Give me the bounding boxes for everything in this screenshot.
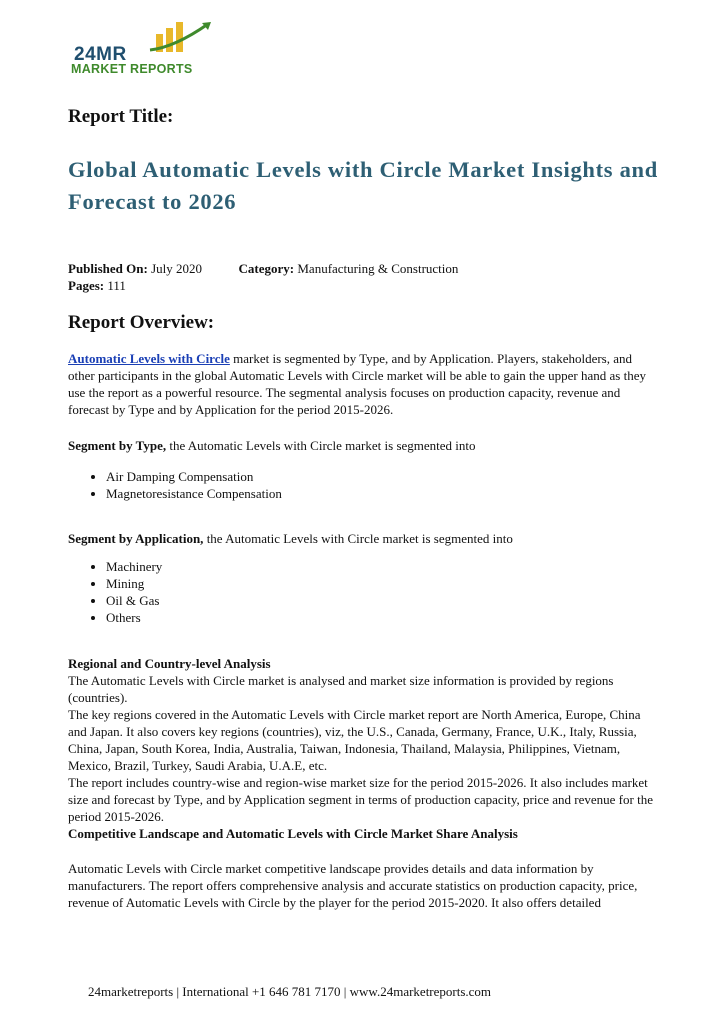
overview-heading: Report Overview: xyxy=(68,312,215,333)
overview-text: market is segmented by Type, and by Application. Players, stakeholders, and other participants in the global Automatic Levels with Circle market will be able to gain the upper hand as they use the report as a powerful resource. The segmental analysis focuses on production capacity, revenue and forecast by Type and by Application for the period 2015-2026. xyxy=(68,351,646,417)
competitive-paragraph: Automatic Levels with Circle market competitive landscape provides details and data information by manufacturers. The report offers comprehensive analysis and accurate statistics on production capacity, price, revenue of Automatic Levels with Circle by the player for the period 2015-2020. It also offers detailed xyxy=(68,861,638,910)
logo-text-secondary: MARKET REPORTS xyxy=(71,62,193,76)
segment-application-intro xyxy=(68,530,658,547)
report-title-label: Report Title: xyxy=(68,106,174,127)
list-item: • Others xyxy=(106,609,162,626)
competitive-heading: Competitive Landscape and Automatic Levels with Circle Market Share Analysis xyxy=(68,826,518,841)
segment-application-label: Segment by Application, xyxy=(68,531,204,546)
list-item: • Mining xyxy=(106,575,162,592)
report-title: Global Automatic Levels with Circle Market Insights and Forecast to 2026 xyxy=(68,157,658,214)
company-logo xyxy=(70,18,220,80)
category-value: Manufacturing & Construction xyxy=(297,261,459,276)
logo-text-primary: 24MR xyxy=(74,44,127,65)
report-link[interactable]: Automatic Levels with Circle xyxy=(68,351,230,366)
regional-paragraph-2: The key regions covered in the Automatic Levels with Circle market report are North America, Europe, China and Japan. It also covers key regions (countries), viz, the U.S., Canada, Germany, France, U.K., Italy, Russia, China, Japan, South Korea, India, Australia, Taiwan, Indonesia, Thailand, Malaysia, Philippines, Vietnam, Mexico, Brazil, Turkey, Saudi Arabia, U.A.E, etc. xyxy=(68,707,641,773)
pages-value: 111 xyxy=(107,278,126,293)
published-value: July 2020 xyxy=(151,261,203,276)
list-item: • Air Damping Compensation xyxy=(106,468,282,485)
regional-heading: Regional and Country-level Analysis xyxy=(68,656,271,671)
report-meta xyxy=(68,260,458,294)
logo-bars-icon xyxy=(148,20,218,54)
segment-type-text: the Automatic Levels with Circle market is segmented into xyxy=(166,438,476,453)
pages-label: Pages: xyxy=(68,278,105,293)
regional-paragraph-3: The report includes country-wise and region-wise market size for the period 2015-2026. It also includes market size and forecast by Type, and by Application segment in terms of production capacity, price and revenue for the period 2015-2026. xyxy=(68,775,653,824)
category-label: Category: xyxy=(238,261,295,276)
page-footer: 24marketreports | International +1 646 781 7170 | www.24marketreports.com xyxy=(88,984,492,999)
segment-type-intro xyxy=(68,437,658,454)
segment-type-label: Segment by Type, xyxy=(68,438,167,453)
segment-application-list xyxy=(90,558,162,626)
list-item: • Magnetoresistance Compensation xyxy=(106,485,282,502)
regional-paragraph-1: The Automatic Levels with Circle market is analysed and market size information is provided by regions (countries). xyxy=(68,673,614,705)
published-label: Published On: xyxy=(68,261,148,276)
list-item: • Oil & Gas xyxy=(106,592,162,609)
overview-paragraph xyxy=(68,350,658,418)
regional-section xyxy=(68,655,658,842)
segment-type-list xyxy=(90,468,282,502)
list-item: • Machinery xyxy=(106,558,162,575)
segment-application-text: the Automatic Levels with Circle market is segmented into xyxy=(203,531,513,546)
